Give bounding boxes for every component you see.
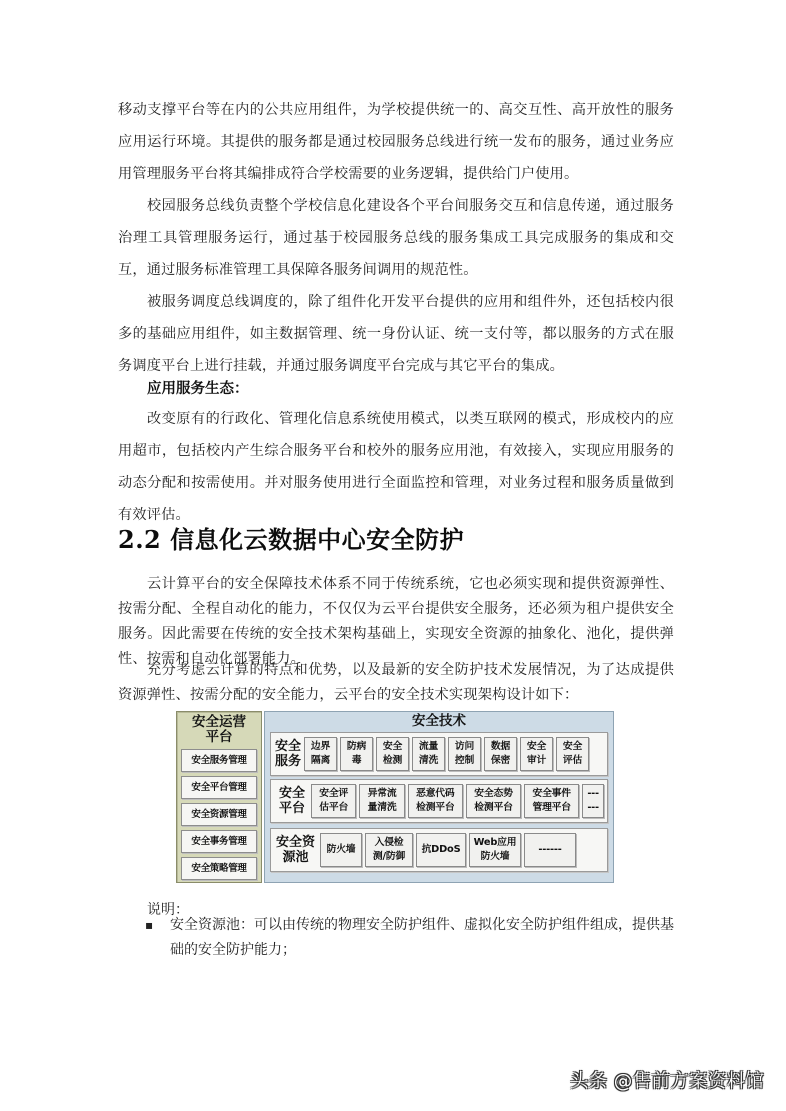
ops-item-resource-mgmt: 安全资源管理 [181,803,257,826]
label-line2: 平台 [279,801,306,816]
cell-border-isolation [304,737,337,771]
label-line1: 安全 [275,739,302,754]
cell-assessment-platform [311,784,356,818]
cell-ids-ips [365,833,413,867]
cell-line: 安全 [382,741,403,752]
paragraph-architecture-intro: 充分考虑云计算的特点和优势，以及最新的安全防护技术发展情况，为了达成提供资源弹性、按需分配的安全能力，云平台的安全技术实现架构设计如下： [118,662,674,703]
cell-line: 评估 [562,755,583,766]
cell-line: 估平台 [319,802,349,813]
cell-line: 恶意代码 [416,788,455,799]
cell-abnormal-traffic [359,784,404,818]
cell-line: ------ [538,844,562,855]
label-line1: 安全 [279,786,306,801]
bullet-icon: ▪ [145,918,154,932]
section-title: 2.2 信息化云数据中心安全防护 [118,525,465,554]
cell-line: 防病 [346,741,367,752]
cell-situation-detection [466,784,521,818]
cell-more [582,784,604,818]
paragraph-service-bus: 校园服务总线负责整个学校信息化建设各个平台间服务交互和信息传递，通过服务治理工具管理服务运行，通过基于校园服务总线的服务集成工具完成服务的集成和交互，通过服务标准管理工具保障各服务间调用的规范性。 [118,198,674,278]
cell-malware-detection [408,784,463,818]
caption-label: 说明： [147,902,189,918]
cell-line: 入侵检 [374,837,404,848]
cell-line: 安全态势 [474,788,513,799]
cell-event-management [524,784,579,818]
cell-security-assessment [556,737,589,771]
label-line2: 服务 [275,754,302,769]
row-security-resource-pool [270,828,608,872]
cell-traffic-cleaning [412,737,445,771]
cell-anti-ddos [416,833,466,867]
cell-line: 检测 [382,755,403,766]
cell-line: 量清洗 [367,802,397,813]
cell-line: 控制 [454,755,475,766]
cell-line: 边界 [310,741,331,752]
paragraph-cloud-security: 云计算平台的安全保障技术体系不同于传统系统，它也必须实现和提供资源弹性、按需分配、全程自动化的能力，不仅仅为云平台提供安全服务，还必须为租户提供安全服务。因此需要在传统的安全技术架构基础上，实现安全资源的抽象化、池化，提供弹性、按需和自动化部署能力。 [118,576,674,667]
cell-security-detection [376,737,409,771]
ops-item-policy-mgmt: 安全策略管理 [181,857,257,880]
ops-title-line2: 平台 [205,729,233,745]
cell-line: Web应用 [473,837,517,848]
cell-line: 检测平台 [474,802,513,813]
ops-platform-title [177,715,261,745]
cell-line: 安全事件 [532,788,571,799]
paragraph-app-ecosystem: 改变原有的行政化、管理化信息系统使用模式，以类互联网的模式，形成校内的应用超市，包括校内产生综合服务平台和校外的服务应用池，有效接入，实现应用服务的动态分配和按需使用。并对服务使用进行全面监控和管理，对业务过程和服务质量做到有效评估。 [118,411,674,523]
row-label-resource-pool [276,835,315,865]
watermark: 头条 @售前方案资料馆 [570,1071,765,1092]
paragraph-platform-components: 移动支撑平台等在内的公共应用组件，为学校提供统一的、高交互性、高开放性的服务应用运行环境。其提供的服务都是通过校园服务总线进行统一发布的服务，通过业务应用管理服务平台将其编排成符合学校需要的业务逻辑，提供给门户使用。 [118,102,674,182]
cell-line: 数据 [490,741,511,752]
row-label-platform [279,786,305,816]
cell-line: 访问 [454,741,475,752]
subheading-app-ecosystem: 应用服务生态： [147,381,249,397]
cell-line: 清洗 [418,755,439,766]
cell-line: 毒 [351,755,362,766]
ops-title-line1: 安全运营 [192,714,246,730]
security-technology [264,711,614,883]
bullet-resource-pool: 安全资源池：可以由传统的物理安全防护组件、虚拟化安全防护组件组成，提供基础的安全防护能力； [170,917,674,958]
paragraph-service-scheduling: 被服务调度总线调度的，除了组件化开发平台提供的应用和组件外，还包括校内很多的基础应用组件，如主数据管理、统一身份认证、统一支付等，都以服务的方式在服务调度平台上进行挂载，并通过服务调度平台完成与其它平台的集成。 [118,294,674,374]
ops-item-service-mgmt: 安全服务管理 [181,749,257,772]
security-ops-platform [176,711,262,883]
cell-line: 防火墙 [326,844,356,855]
cell-firewall [320,833,362,867]
cell-line: --- [587,802,599,813]
cell-antivirus [340,737,373,771]
cell-line: 检测平台 [416,802,455,813]
cell-waf [469,833,521,867]
row-security-services [270,732,608,776]
cell-line: 保密 [490,755,511,766]
ops-item-platform-mgmt: 安全平台管理 [181,776,257,799]
cell-line: 防火墙 [480,851,510,862]
ops-item-affairs-mgmt: 安全事务管理 [181,830,257,853]
cell-line: 异常流 [367,788,397,799]
cell-line: 测/防御 [372,851,406,862]
cell-line: 管理平台 [532,802,571,813]
cell-line: 抗DDoS [421,844,461,855]
cell-more [524,833,576,867]
cell-line: 安全评 [319,788,349,799]
cell-line: 审计 [526,755,547,766]
cell-line: 安全 [562,741,583,752]
tech-title: 安全技术 [412,713,466,729]
cell-security-audit [520,737,553,771]
security-architecture-diagram [176,711,614,883]
cell-access-control [448,737,481,771]
cell-data-confidentiality [484,737,517,771]
row-label-services [275,739,301,769]
cell-line: 流量 [418,741,439,752]
row-security-platform [270,779,608,823]
label-line2: 源池 [282,850,309,865]
label-line1: 安全资 [276,835,316,850]
cell-line: --- [587,788,599,799]
cell-line: 隔离 [310,755,331,766]
cell-line: 安全 [526,741,547,752]
